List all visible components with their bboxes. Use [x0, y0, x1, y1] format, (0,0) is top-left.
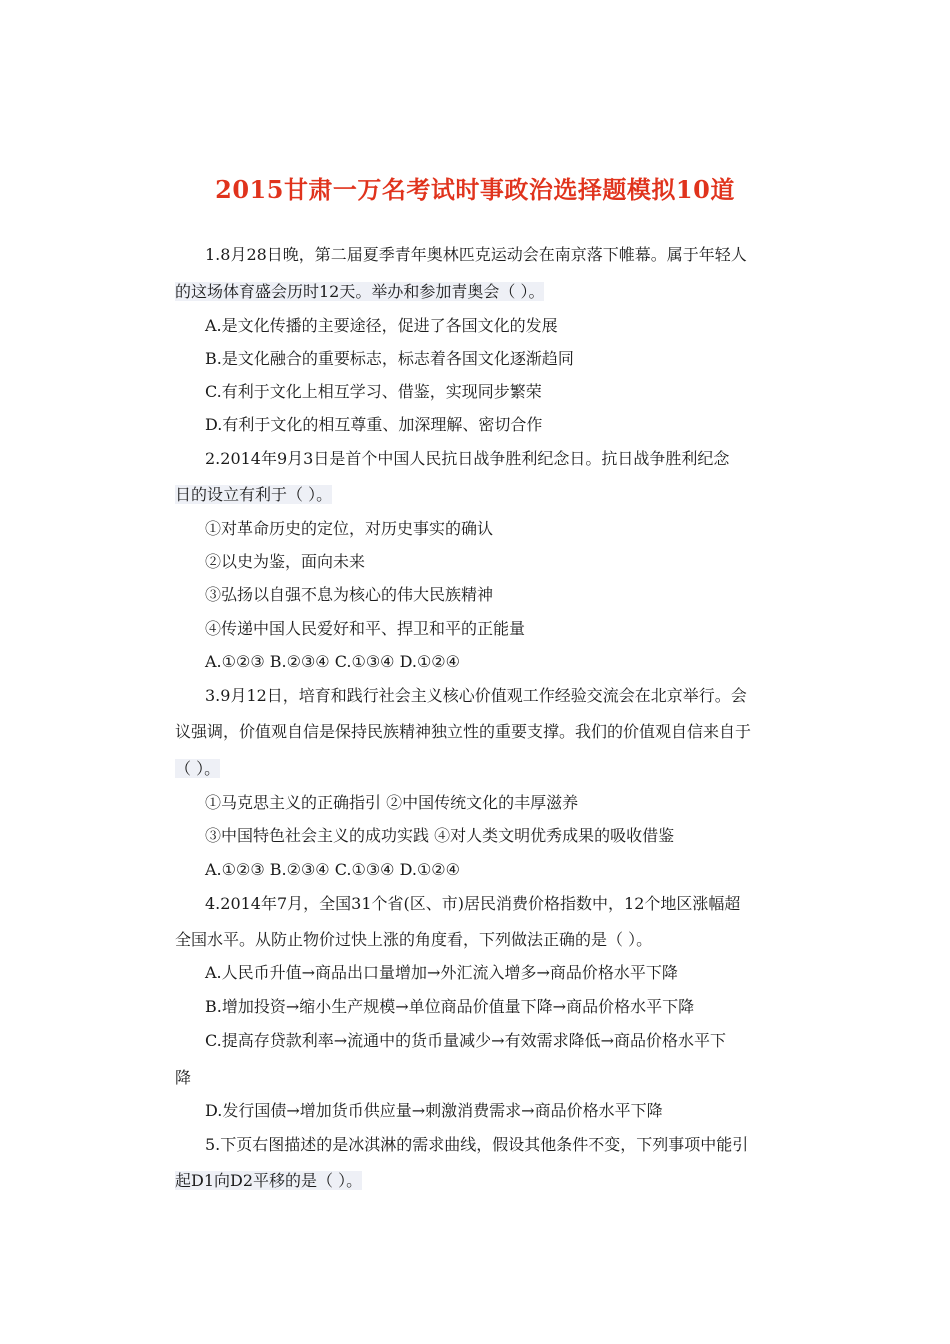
- q3-items-3-4: ③中国特色社会主义的成功实践 ④对人类文明优秀成果的吸收借鉴: [205, 826, 675, 845]
- q4-option-b: B.增加投资→缩小生产规模→单位商品价值量下降→商品价格水平下降: [205, 997, 695, 1016]
- q3-stem-line1: 3.9月12日，培育和践行社会主义核心价值观工作经验交流会在北京举行。会: [205, 686, 747, 705]
- q2-item-4: ④传递中国人民爱好和平、捍卫和平的正能量: [205, 619, 526, 638]
- q2-options: A.①②③ B.②③④ C.①③④ D.①②④: [205, 652, 460, 671]
- q3-stem-line3: [175, 759, 220, 779]
- q2-stem-line2-text: 日的设立有利于（ ）。: [175, 485, 333, 504]
- q2-item-3: ③弘扬以自强不息为核心的伟大民族精神: [205, 585, 494, 604]
- q1-option-c: C.有利于文化上相互学习、借鉴，实现同步繁荣: [205, 382, 542, 401]
- q4-stem-line2: 全国水平。从防止物价过快上涨的角度看，下列做法正确的是（ ）。: [175, 930, 653, 949]
- q4-option-d: D.发行国债→增加货币供应量→刺激消费需求→商品价格水平下降: [205, 1101, 663, 1120]
- q1-stem-line2-text: 的这场体育盛会历时12天。举办和参加青奥会（ ）。: [175, 282, 545, 301]
- q1-option-a: A.是文化传播的主要途径，促进了各国文化的发展: [205, 316, 558, 335]
- q2-stem-line1: 2.2014年9月3日是首个中国人民抗日战争胜利纪念日。抗日战争胜利纪念: [205, 449, 730, 468]
- q3-stem-line2: 议强调，价值观自信是保持民族精神独立性的重要支撑。我们的价值观自信来自于: [175, 722, 752, 741]
- q2-stem-line2: [175, 485, 332, 505]
- q4-option-c-line2: 降: [175, 1068, 192, 1087]
- q5-stem-line2: [175, 1171, 362, 1191]
- q3-items-1-2: ①马克思主义的正确指引 ②中国传统文化的丰厚滋养: [205, 793, 579, 812]
- q2-item-2: ②以史为鉴，面向未来: [205, 552, 366, 571]
- q3-stem-line3-text: （ ）。: [175, 759, 221, 778]
- q1-option-b: B.是文化融合的重要标志，标志着各国文化逐渐趋同: [205, 349, 574, 368]
- q4-option-c-line1: C.提高存贷款利率→流通中的货币量减少→有效需求降低→商品价格水平下: [205, 1031, 726, 1050]
- q3-options: A.①②③ B.②③④ C.①③④ D.①②④: [205, 860, 460, 879]
- q4-stem-line1: 4.2014年7月，全国31个省(区、市)居民消费价格指数中，12个地区涨幅超: [205, 894, 741, 913]
- q1-stem-line2: [175, 282, 544, 302]
- q4-option-a: A.人民币升值→商品出口量增加→外汇流入增多→商品价格水平下降: [205, 963, 678, 982]
- q1-option-d: D.有利于文化的相互尊重、加深理解、密切合作: [205, 415, 543, 434]
- q5-stem-line1: 5.下页右图描述的是冰淇淋的需求曲线，假设其他条件不变，下列事项中能引: [205, 1135, 749, 1154]
- q5-stem-line2-text: 起D1向D2平移的是（ ）。: [175, 1171, 363, 1190]
- q2-item-1: ①对革命历史的定位，对历史事实的确认: [205, 519, 494, 538]
- document-title: 2015甘肃一万名考试时事政治选择题模拟10道: [215, 175, 735, 204]
- q1-stem-line1: 1.8月28日晚，第二届夏季青年奥林匹克运动会在南京落下帷幕。属于年轻人: [205, 245, 747, 264]
